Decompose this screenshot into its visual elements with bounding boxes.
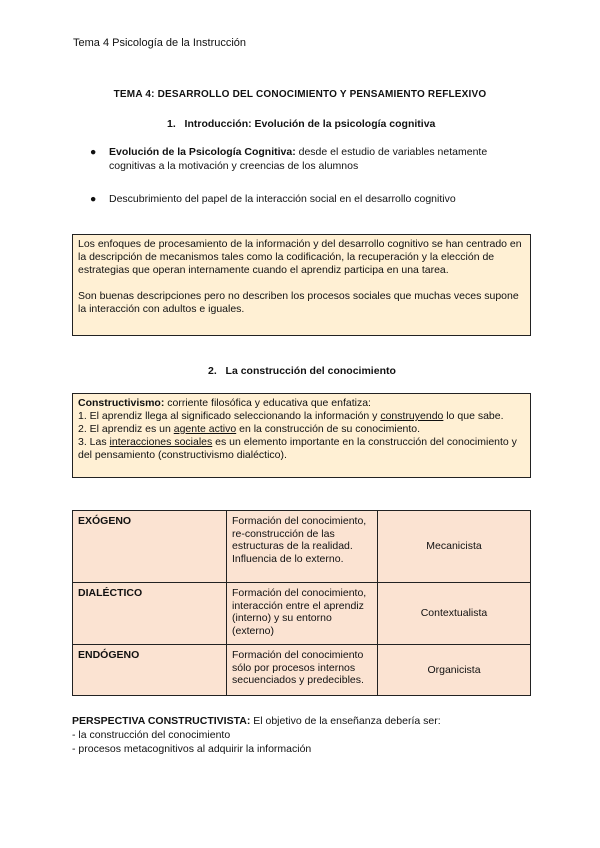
table-cell-name: EXÓGENO xyxy=(73,511,227,583)
table-cell-name: DIALÉCTICO xyxy=(73,583,227,645)
table-cell-model: Organicista xyxy=(378,645,531,696)
section-2-heading xyxy=(208,365,396,377)
table-cell-name: ENDÓGENO xyxy=(73,645,227,696)
perspective-text: El objetivo de la enseñanza debería ser: xyxy=(250,715,441,727)
list-item: - la construcción del conocimiento xyxy=(72,729,231,741)
bullet-text: desde el estudio de variables netamente cognitivas a la motivación y creencias de los alumnos xyxy=(109,146,488,172)
underlined-term: construyendo xyxy=(380,410,444,422)
bullet-text: Descubrimiento del papel de la interacción social en el desarrollo cognitivo xyxy=(109,193,456,205)
table-cell-model: Contextualista xyxy=(378,583,531,645)
list-item xyxy=(90,192,530,206)
constructivist-perspective xyxy=(72,714,532,756)
constructivism-term: Constructivismo: xyxy=(78,397,165,409)
section-1-title: Introducción: Evolución de la psicología cognitiva xyxy=(184,118,436,130)
table-cell-description: Formación del conocimiento, re-construcción de las estructuras de la realidad. Influencia de lo externo. xyxy=(227,511,378,583)
item-text: lo que sabe. xyxy=(443,410,504,422)
item-text: es un elemento importante en la construcción del conocimiento y del pensamiento (constructivismo dialéctico). xyxy=(78,436,517,461)
info-paragraph-2: Son buenas descripciones pero no describen los procesos sociales que muchas veces supone la interacción con adultos e iguales. xyxy=(78,290,519,315)
definition-text: corriente filosófica y educativa que enfatiza: xyxy=(164,397,371,409)
bullet-icon: ● xyxy=(90,193,97,205)
section-2-number: 2. xyxy=(208,365,217,377)
table-cell-model: Mecanicista xyxy=(378,511,531,583)
list-item xyxy=(90,145,530,173)
perspectives-table xyxy=(72,510,531,696)
constructivism-item-2 xyxy=(78,423,525,436)
section-1-number: 1. xyxy=(167,118,176,130)
table-cell-description: Formación del conocimiento sólo por procesos internos secuenciados y predecibles. xyxy=(227,645,378,696)
section-2-title: La construcción del conocimiento xyxy=(225,365,396,377)
constructivism-item-1 xyxy=(78,410,525,423)
list-item: - procesos metacognitivos al adquirir la información xyxy=(72,743,312,755)
bullet-bold-label: Evolución de la Psicología Cognitiva: xyxy=(109,146,296,158)
running-header: Tema 4 Psicología de la Instrucción xyxy=(73,37,247,49)
item-text: 3. Las xyxy=(78,436,110,448)
perspective-intro xyxy=(72,714,532,728)
table-row xyxy=(73,511,531,583)
section-1-heading xyxy=(167,118,435,130)
page-title: TEMA 4: DESARROLLO DEL CONOCIMIENTO Y PENSAMIENTO REFLEXIVO xyxy=(113,89,487,100)
table-row xyxy=(73,645,531,696)
perspective-label: PERSPECTIVA CONSTRUCTIVISTA: xyxy=(72,715,251,727)
bullet-icon: ● xyxy=(90,146,97,158)
table-row xyxy=(73,583,531,645)
item-text: 2. El aprendiz es un xyxy=(78,423,174,435)
constructivism-item-3 xyxy=(78,436,525,462)
item-text: 1. El aprendiz llega al significado seleccionando la información y xyxy=(78,410,381,422)
constructivism-definition xyxy=(78,397,525,410)
item-text: en la construcción de su conocimiento. xyxy=(236,423,421,435)
table-cell-description: Formación del conocimiento, interacción entre el aprendiz (interno) y su entorno (externo) xyxy=(227,583,378,645)
underlined-term: interacciones sociales xyxy=(109,436,213,448)
underlined-term: agente activo xyxy=(173,423,237,435)
constructivism-box xyxy=(72,393,531,478)
section-1-bullet-list xyxy=(90,145,530,225)
info-paragraph-1: Los enfoques de procesamiento de la información y del desarrollo cognitivo se han centrado en la descripción de mecanismos tales como la codificación, la recuperación y la elección de estrategias que operan internamente cuando el aprendiz participa en una tarea. xyxy=(78,238,522,276)
info-box-processing xyxy=(72,234,531,336)
